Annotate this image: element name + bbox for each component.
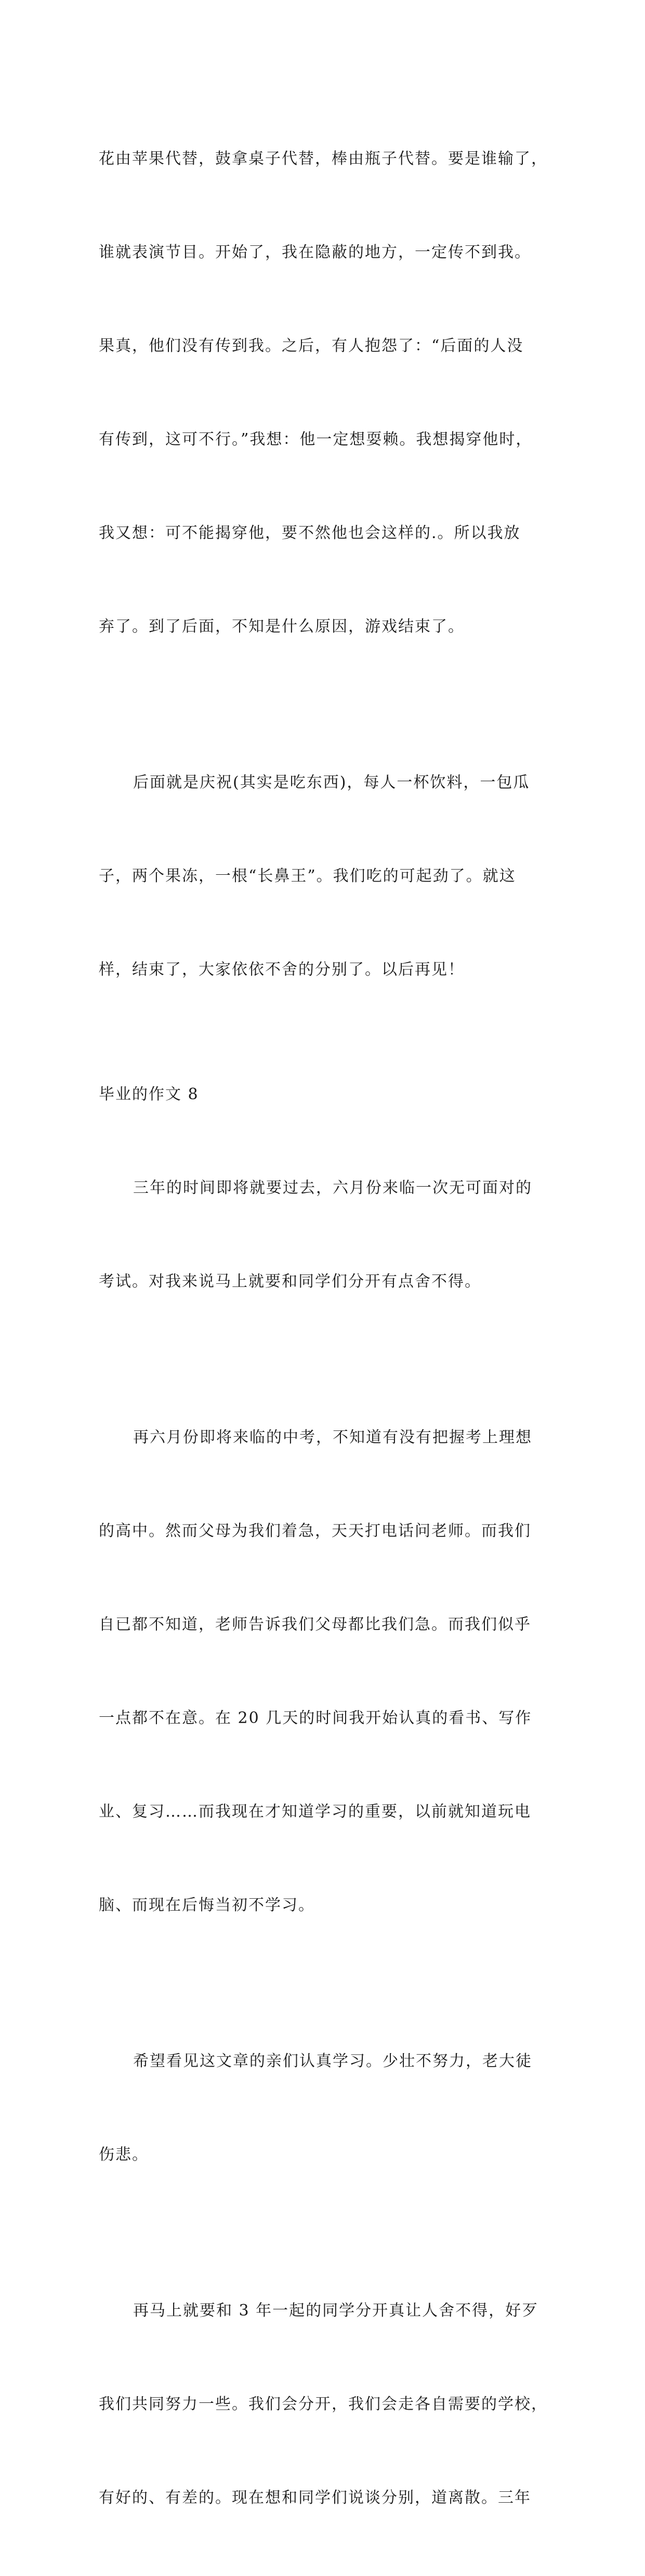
text-line: 谁就表演节目。开始了，我在隐蔽的地方，一定传不到我。 — [99, 243, 531, 261]
paragraph-farewell — [99, 2233, 556, 2576]
text-line: 我们共同努力一些。我们会分开，我们会走各自需要的学校， — [99, 2395, 548, 2413]
paragraph-intro — [99, 1110, 556, 1360]
text-line: 伤悲。 — [99, 2146, 149, 2164]
text-line: 再六月份即将来临的中考，不知道有没有把握考上理想 — [133, 1428, 532, 1447]
text-line: 脑、而现在后悔当初不学习。 — [99, 1896, 315, 1914]
text-line: 弃了。到了后面，不知是什么原因，游戏结束了。 — [99, 617, 465, 636]
text-line: 一点都不在意。在 20 几天的时间我开始认真的看书、写作 — [99, 1709, 532, 1727]
text-line: 果真，他们没有传到我。之后，有人抱怨了：“后面的人没 — [99, 337, 524, 355]
paragraph-game — [99, 81, 556, 705]
text-line: 有传到，这可不行。”我想：他一定想耍赖。我想揭穿他时， — [99, 430, 533, 449]
text-line: 考试。对我来说马上就要和同学们分开有点舍不得。 — [99, 1272, 481, 1291]
text-line: 子，两个果冻，一根“长鼻王”。我们吃的可起劲了。就这 — [99, 867, 516, 885]
paragraph-exam — [99, 1360, 556, 1983]
text-line: 有好的、有差的。现在想和同学们说谈分别，道离散。三年 — [99, 2489, 531, 2507]
text-line: 花由苹果代替，鼓拿桌子代替，棒由瓶子代替。要是谁输了， — [99, 150, 548, 168]
text-line: 我又想：可不能揭穿他，要不然他也会这样的.。所以我放 — [99, 524, 521, 542]
text-line: 样，结束了，大家依依不舍的分别了。以后再见！ — [99, 961, 465, 979]
text-line: 后面就是庆祝(其实是吃东西)，每人一杯饮料，一包瓜 — [133, 773, 530, 792]
text-line: 业、复习……而我现在才知道学习的重要，以前就知道玩电 — [99, 1803, 531, 1821]
text-line: 的高中。然而父母为我们着急，天天打电话问老师。而我们 — [99, 1522, 531, 1540]
text-line: 三年的时间即将就要过去，六月份来临一次无可面对的 — [133, 1179, 532, 1197]
paragraph-hope — [99, 1983, 556, 2233]
document-body — [99, 81, 556, 2576]
text-line: 希望看见这文章的亲们认真学习。少壮不努力，老大徒 — [133, 2052, 532, 2070]
section-gap — [99, 1048, 556, 1079]
essay-title: 毕业的作文 8 — [99, 1085, 199, 1103]
paragraph-celebration — [99, 705, 556, 1048]
text-line: 再马上就要和 3 年一起的同学分开真让人舍不得，好歹 — [133, 2302, 539, 2320]
text-line: 自已都不知道，老师告诉我们父母都比我们急。而我们似乎 — [99, 1615, 531, 1634]
